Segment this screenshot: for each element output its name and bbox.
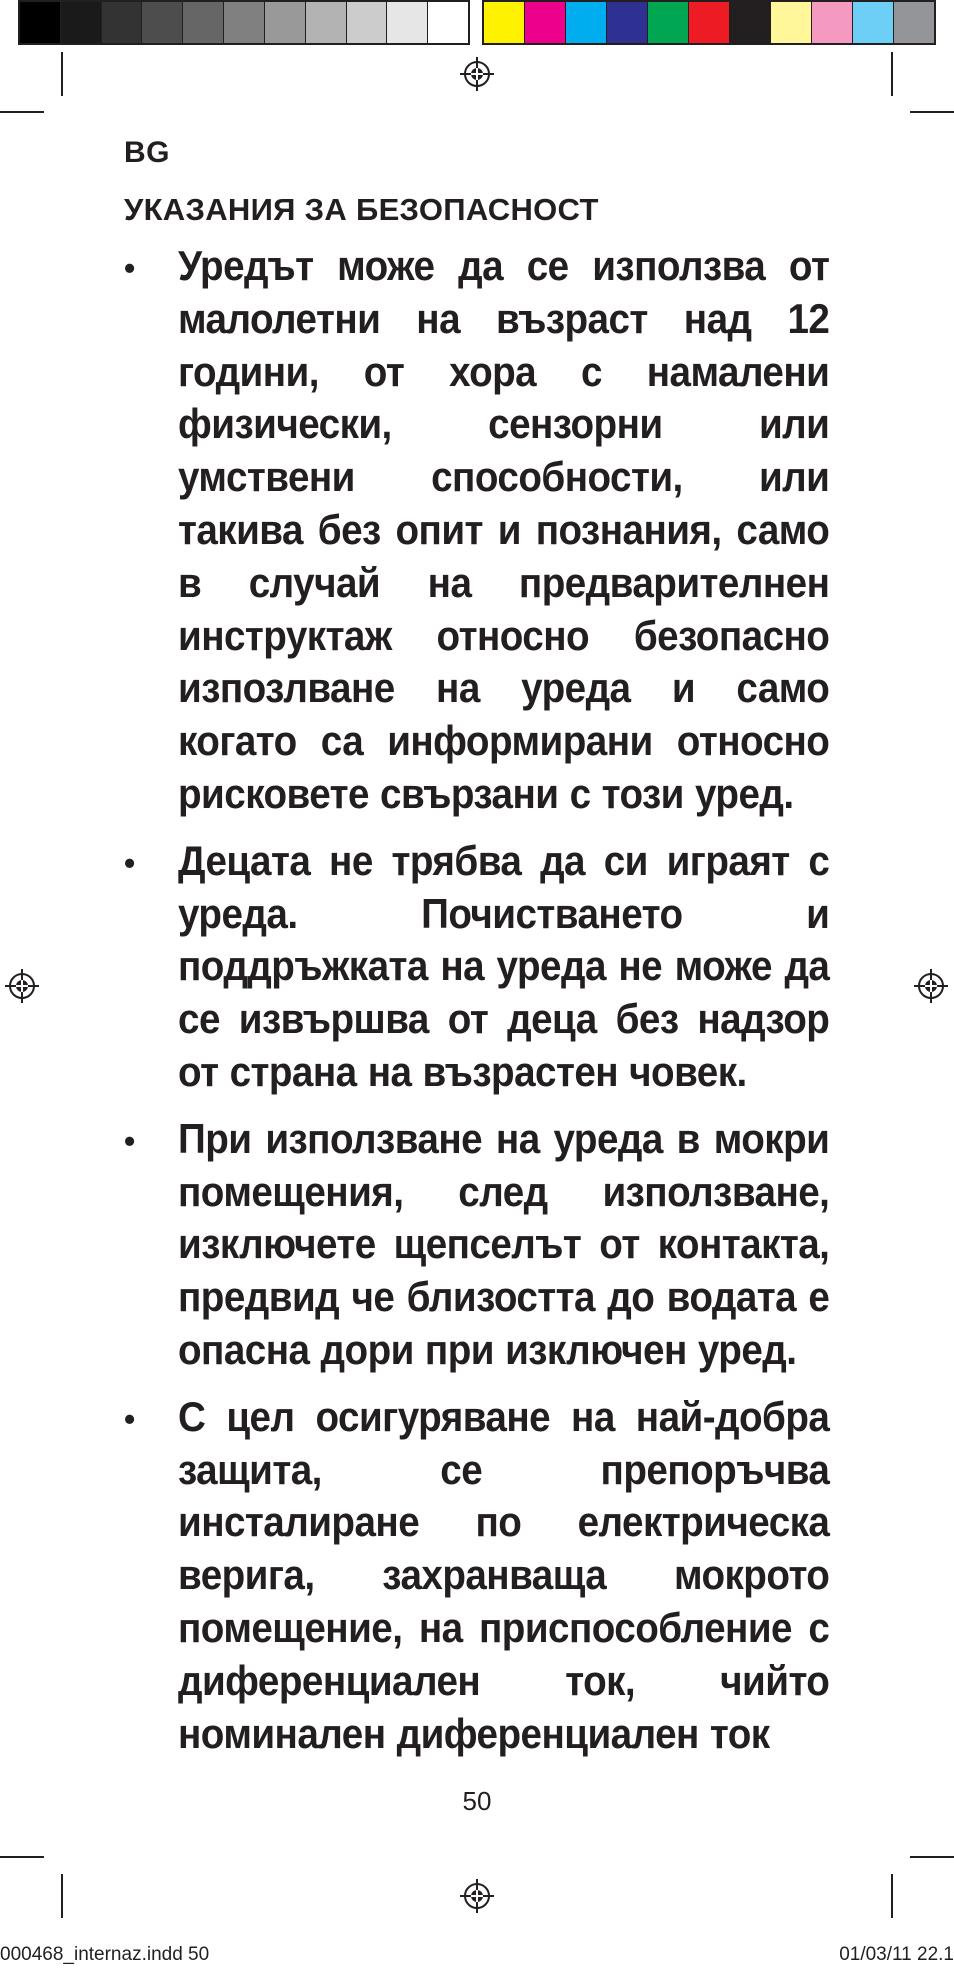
gray-swatch: [265, 2, 306, 43]
crop-mark: [61, 52, 63, 96]
gray-swatch: [224, 2, 265, 43]
bullet-icon: •: [124, 1400, 136, 1437]
registration-mark-icon: [460, 1879, 494, 1913]
list-item: [124, 835, 830, 1099]
color-swatch: [525, 2, 566, 43]
bullet-icon: •: [124, 844, 136, 881]
crop-mark: [891, 1874, 893, 1918]
crop-mark: [61, 1874, 63, 1918]
language-code: BG: [124, 136, 170, 169]
color-swatch: [689, 2, 730, 43]
color-swatch: [771, 2, 812, 43]
gray-swatch: [428, 2, 468, 43]
bullet-icon: •: [124, 250, 136, 286]
gray-swatch: [102, 2, 143, 43]
list-item: [124, 240, 830, 821]
crop-mark: [910, 111, 954, 113]
color-swatch: [484, 2, 525, 43]
gray-swatch: [183, 2, 224, 43]
list-item-text: Уредът може да се използва от малолетни на възраст над 12 години, от хора с намалени физически, сензорни или умствени способности, или такива без опит и познания, само в случай на предварителнен инструктаж относно безопасно изпозлване на уреда и само когато са информирани относно рисковете свързани с този уред.: [178, 242, 830, 817]
color-swatch: [566, 2, 607, 43]
crop-mark: [910, 1856, 954, 1858]
slug-date: 01/03/11 22.1: [839, 1944, 954, 1965]
registration-mark-icon: [914, 969, 948, 1003]
crop-mark: [0, 111, 44, 113]
gray-swatch: [387, 2, 428, 43]
bullet-icon: •: [124, 1122, 136, 1159]
page-number: 50: [462, 1786, 492, 1816]
list-item-text: При използване на уреда в мокри помещения, след използване, изключете щепселът от контакта, предвид че близостта до водата е опасна дори при изключен уред.: [178, 1114, 830, 1373]
grayscale-color-bar: [18, 0, 470, 45]
gray-swatch: [306, 2, 347, 43]
list-item: [124, 1391, 830, 1761]
safety-instructions-list: [124, 240, 830, 1774]
color-swatch: [648, 2, 689, 43]
color-swatch: [607, 2, 648, 43]
gray-swatch: [61, 2, 102, 43]
gray-swatch: [347, 2, 388, 43]
registration-mark-icon: [5, 969, 39, 1003]
color-swatch: [853, 2, 894, 43]
crop-mark: [0, 1856, 44, 1858]
section-title: УКАЗАНИЯ ЗА БЕЗОПАСНОСТ: [124, 192, 599, 227]
gray-swatch: [20, 2, 61, 43]
crop-mark: [891, 52, 893, 96]
color-swatch: [812, 2, 853, 43]
color-swatch: [894, 2, 934, 43]
slug-filename: 000468_internaz.indd 50: [0, 1944, 210, 1965]
process-color-bar: [482, 0, 936, 45]
list-item: [124, 1113, 830, 1377]
list-item-text: С цел осигуряване на най-добра защита, се препоръчва инсталиране по електрическа верига, захранваща мокрото помещение, на приспособление с диференциален ток, чийто номинален диференциален ток: [178, 1392, 830, 1757]
gray-swatch: [142, 2, 183, 43]
registration-mark-icon: [460, 57, 494, 91]
list-item-text: Децата не трябва да си играят с уреда. Почистването и поддръжката на уреда не може да се извършва от деца без надзор от страна на възрастен човек.: [178, 836, 830, 1095]
color-swatch: [730, 2, 771, 43]
